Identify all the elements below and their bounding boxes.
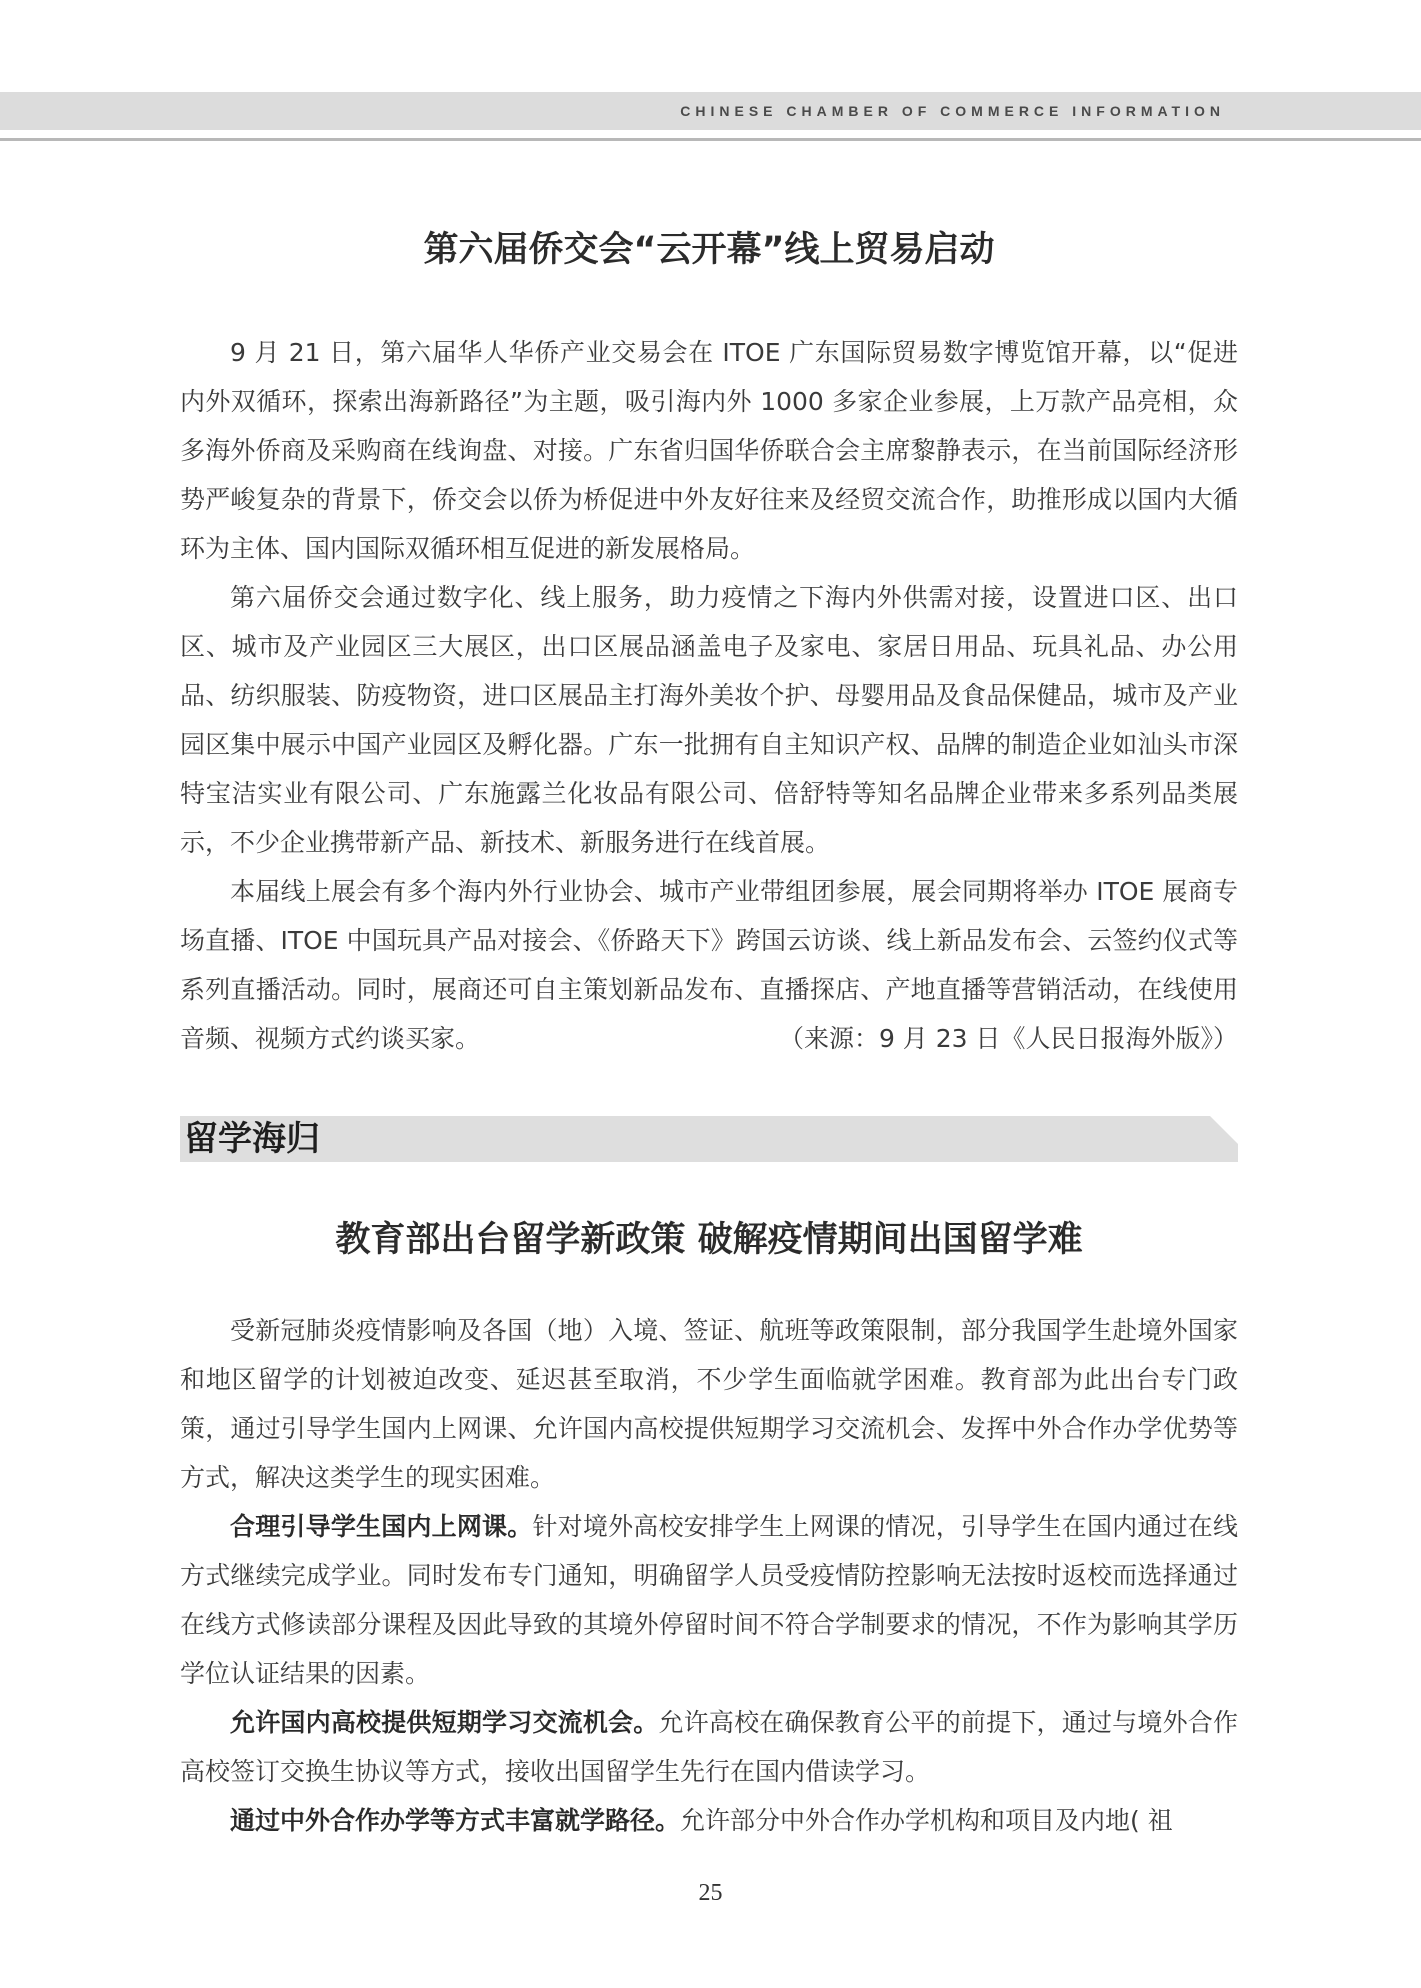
- article-overseas-chinese-fair: [180, 226, 1238, 1063]
- running-header: CHINESE CHAMBER OF COMMERCE INFORMATION: [680, 103, 1225, 119]
- article-title: 教育部出台留学新政策 破解疫情期间出国留学难: [335, 1220, 1083, 1260]
- article-paragraph: 受新冠肺炎疫情影响及各国（地）入境、签证、航班等政策限制，部分我国学生赴境外国家和地区留学的计划被迫改变、延迟甚至取消，不少学生面临就学困难。教育部为此出台专门政策，通过引导学生国内上网课、允许国内高校提供短期学习交流机会、发挥中外合作办学优势等方式，解决这类学生的现实困难。: [180, 1316, 1238, 1492]
- article-paragraph: [180, 867, 1238, 1063]
- paragraph-text: 本届线上展会有多个海内外行业协会、城市产业带组团参展，展会同期将举办 ITOE 展商专场直播、ITOE 中国玩具产品对接会、《侨路天下》跨国云访谈、线上新品发布会、云签约仪式等系列直播活动。同时，展商还可自主策划新品发布、直播探店、产地直播等营销活动，在线使用音频、视频方式约谈买家。: [180, 877, 1238, 1053]
- article-paragraph: 第六届侨交会通过数字化、线上服务，助力疫情之下海内外供需对接，设置进口区、出口区、城市及产业园区三大展区，出口区展品涵盖电子及家电、家居日用品、玩具礼品、办公用品、纺织服装、防疫物资，进口区展品主打海外美妆个护、母婴用品及食品保健品，城市及产业园区集中展示中国产业园区及孵化器。广东一批拥有自主知识产权、品牌的制造企业如汕头市深特宝洁实业有限公司、广东施露兰化妆品有限公司、倍舒特等知名品牌企业带来多系列品类展示，不少企业携带新产品、新技术、新服务进行在线首展。: [180, 583, 1238, 857]
- article-study-abroad-policy: [180, 1216, 1238, 1845]
- section-header: [180, 1116, 1238, 1162]
- section-label: 留学海归: [184, 1119, 320, 1159]
- paragraph-text: 允许部分中外合作办学机构和项目及内地( 祖: [680, 1806, 1173, 1835]
- paragraph-text: 允许高校在确保教育公平的前提下，通过与境外合作高校签订交换生协议等方式，接收出国留学生先行在国内借读学习。: [180, 1708, 1238, 1786]
- article-paragraph: [180, 1796, 1238, 1845]
- paragraph-text: 针对境外高校安排学生上网课的情况，引导学生在国内通过在线方式继续完成学业。同时发布专门通知，明确留学人员受疫情防控影响无法按时返校而选择通过在线方式修读部分课程及因此导致的其境外停留时间不符合学制要求的情况，不作为影响其学历学位认证结果的因素。: [180, 1512, 1238, 1688]
- paragraph-lead: 合理引导学生国内上网课。: [230, 1512, 533, 1541]
- article-source: （来源：9 月 23 日《人民日报海外版》）: [778, 1024, 1238, 1053]
- page-number: 25: [698, 1880, 723, 1906]
- paragraph-lead: 允许国内高校提供短期学习交流机会。: [230, 1708, 659, 1737]
- section-banner-shape: [180, 1116, 1238, 1162]
- article-paragraph: 9 月 21 日，第六届华人华侨产业交易会在 ITOE 广东国际贸易数字博览馆开幕，以“促进内外双循环，探索出海新路径”为主题，吸引海内外 1000 多家企业参展，上万款产品亮相，众多海外侨商及采购商在线询盘、对接。广东省归国华侨联合会主席黎静表示，在当前国际经济形势严峻复杂的背景下，侨交会以侨为桥促进中外友好往来及经贸交流合作，助推形成以国内大循环为主体、国内国际双循环相互促进的新发展格局。: [180, 338, 1238, 563]
- paragraph-lead: 通过中外合作办学等方式丰富就学路径。: [230, 1806, 681, 1835]
- article-paragraph: [180, 1698, 1238, 1796]
- header-rule: [0, 138, 1421, 141]
- article-title: 第六届侨交会“云开幕”线上贸易启动: [423, 230, 995, 270]
- article-paragraph: [180, 1502, 1238, 1698]
